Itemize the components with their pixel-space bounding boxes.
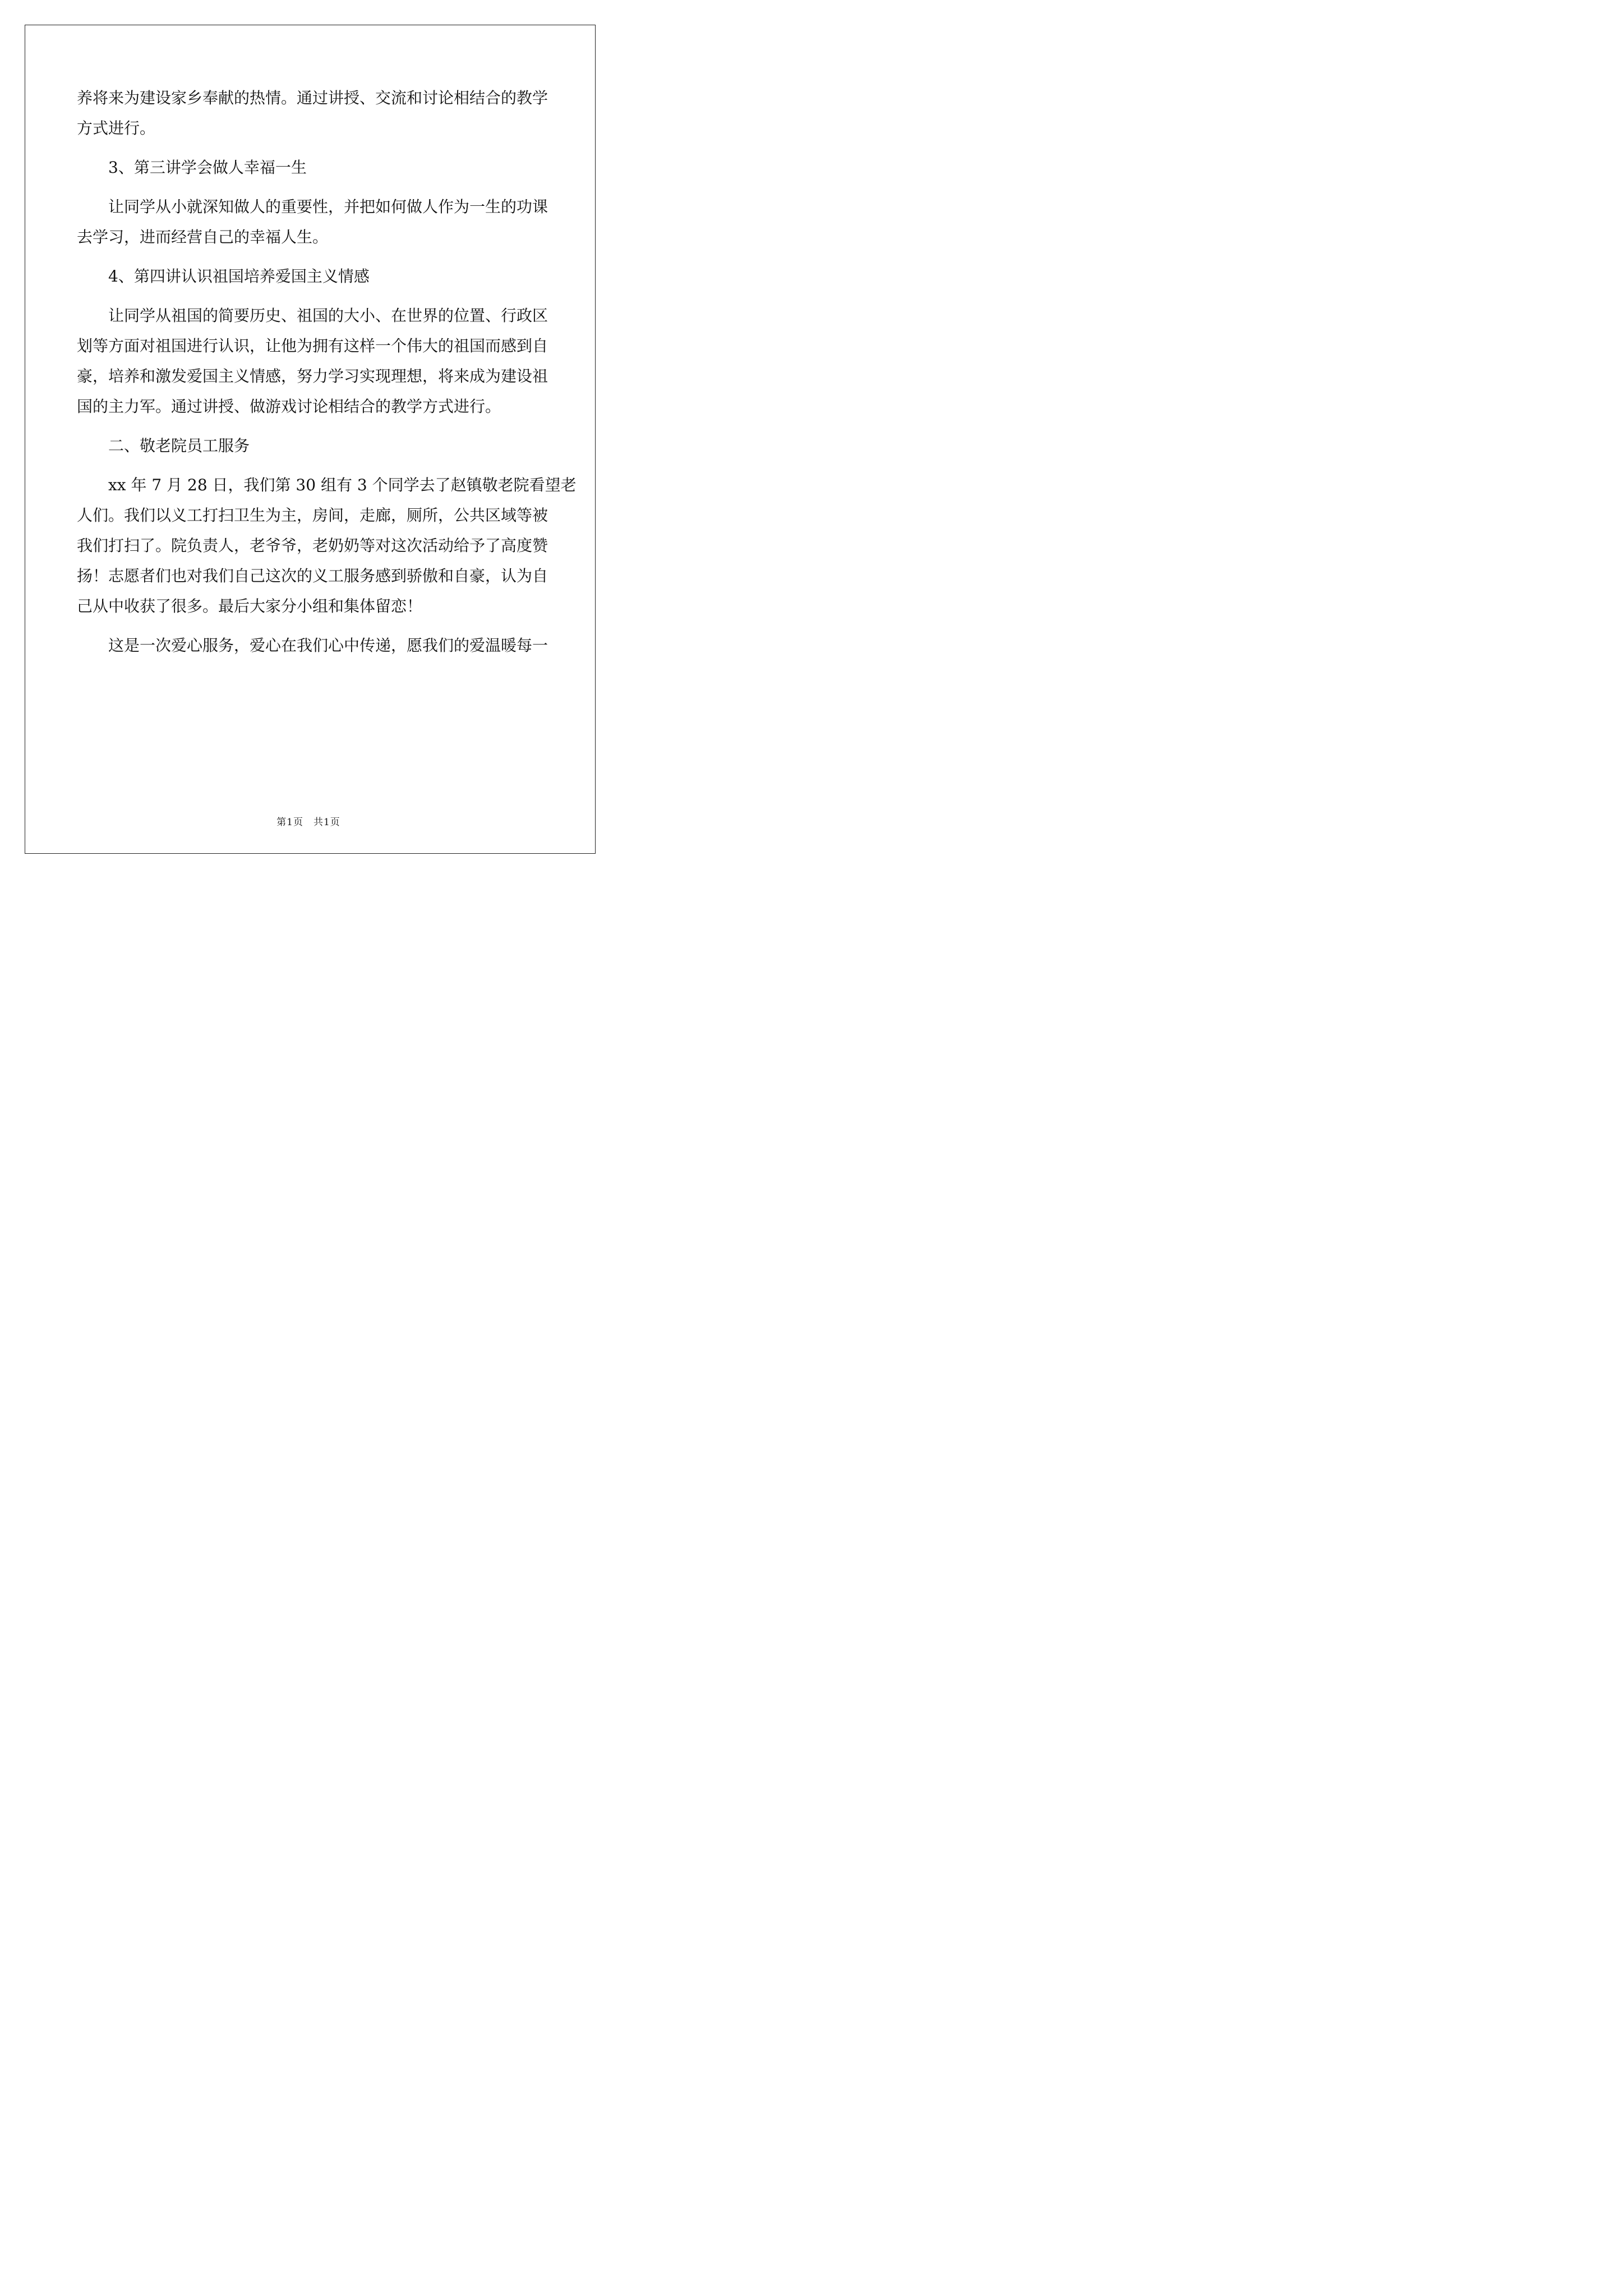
text-line: xx 年 7 月 28 日，我们第 30 组有 3 个同学去了赵镇敬老院看望老 (108, 476, 577, 494)
text-line: 人们。我们以义工打扫卫生为主，房间，走廊，厕所，公共区域等被 (77, 506, 548, 524)
text-line: 我们打扫了。院负责人，老爷爷，老奶奶等对这次活动给予了高度赞 (77, 536, 548, 555)
text-line: 4、第四讲认识祖国培养爱国主义情感 (108, 267, 370, 286)
text-line: 方式进行。 (77, 119, 156, 137)
section-heading (77, 431, 546, 461)
text-line: 3、第三讲学会做人幸福一生 (108, 158, 307, 177)
text-line: 二、敬老院员工服务 (108, 436, 250, 455)
text-line: 让同学从小就深知做人的重要性，并把如何做人作为一生的功课 (108, 197, 548, 216)
text-line: 去学习，进而经营自己的幸福人生。 (77, 228, 329, 246)
text-line: 划等方面对祖国进行认识，让他为拥有这样一个伟大的祖国而感到自 (77, 337, 548, 355)
text-line: 这是一次爱心服务，爱心在我们心中传递，愿我们的爱温暖每一 (108, 636, 548, 655)
section-heading (77, 153, 546, 183)
page-number-footer: 第1页 共1页 (276, 817, 340, 828)
paragraph (77, 192, 546, 252)
text-line: 让同学从祖国的简要历史、祖国的大小、在世界的位置、行政区 (108, 306, 548, 325)
paragraph (77, 470, 577, 622)
section-heading (77, 261, 546, 292)
text-line: 扬！志愿者们也对我们自己这次的义工服务感到骄傲和自豪，认为自 (77, 567, 548, 585)
paragraph (77, 301, 546, 422)
paragraph (77, 83, 546, 144)
document-body (77, 83, 577, 670)
text-line: 国的主力军。通过讲授、做游戏讨论相结合的教学方式进行。 (77, 397, 501, 416)
paragraph (77, 631, 546, 661)
text-line: 养将来为建设家乡奉献的热情。通过讲授、交流和讨论相结合的教学 (77, 89, 548, 107)
text-line: 己从中收获了很多。最后大家分小组和集体留恋！ (77, 597, 423, 615)
text-line: 豪，培养和激发爱国主义情感，努力学习实现理想，将来成为建设祖 (77, 367, 548, 385)
